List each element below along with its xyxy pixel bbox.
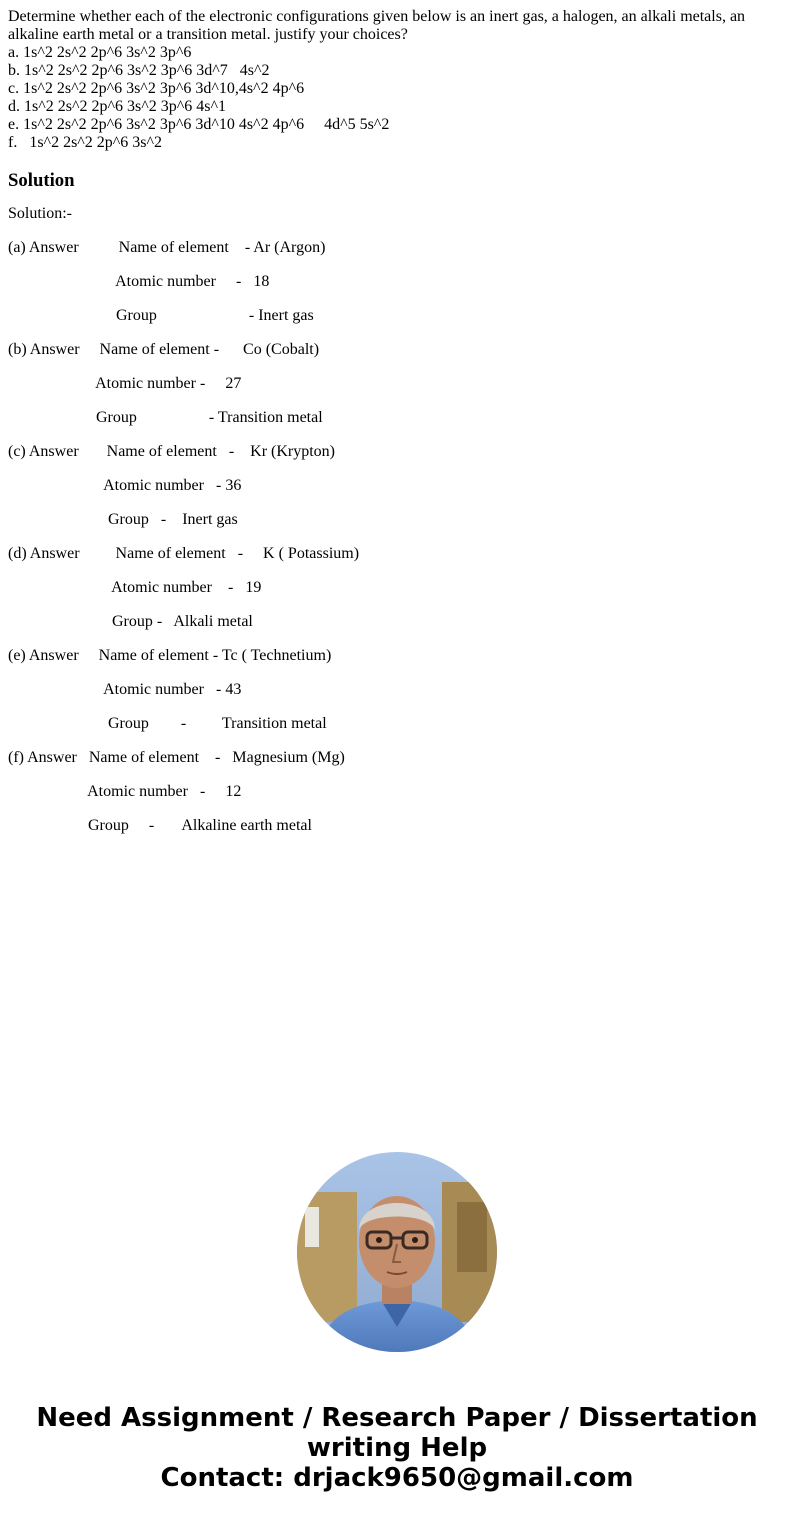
promo-text bbox=[0, 1403, 794, 1493]
solution-line: Group - Transition metal bbox=[8, 409, 323, 426]
solution-line: Group - Alkaline earth metal bbox=[8, 817, 312, 834]
document-content bbox=[8, 8, 786, 851]
question-block bbox=[8, 8, 786, 152]
solution-line: Atomic number - 43 bbox=[8, 681, 242, 698]
question-item-d: d. 1s^2 2s^2 2p^6 3s^2 3p^6 4s^1 bbox=[8, 98, 226, 115]
solution-line: (d) Answer Name of element - K ( Potassium) bbox=[8, 545, 360, 562]
promo-line-1: Need Assignment / Research Paper / Dissertation bbox=[36, 1403, 758, 1433]
solution-body bbox=[8, 205, 786, 835]
solution-line: Atomic number - 19 bbox=[8, 579, 262, 596]
question-item-b: b. 1s^2 2s^2 2p^6 3s^2 3p^6 3d^7 4s^2 bbox=[8, 62, 270, 79]
solution-line: Group - Alkali metal bbox=[8, 613, 253, 630]
question-intro: Determine whether each of the electronic configurations given below is an inert gas, a halogen, an alkali metals, an alkaline earth metal or a transition metal. justify your choices? bbox=[8, 8, 750, 43]
solution-line: Atomic number - 12 bbox=[8, 783, 242, 800]
solution-line: Group - Inert gas bbox=[8, 307, 314, 324]
solution-line: (f) Answer Name of element - Magnesium (Mg) bbox=[8, 749, 345, 766]
tutor-portrait-icon bbox=[297, 1152, 497, 1352]
solution-line: Atomic number - 36 bbox=[8, 477, 242, 494]
question-item-e: e. 1s^2 2s^2 2p^6 3s^2 3p^6 3d^10 4s^2 4p^6 4d^5 5s^2 bbox=[8, 116, 390, 133]
solution-line: Solution:- bbox=[8, 205, 73, 222]
solution-heading: Solution bbox=[8, 170, 75, 191]
question-item-a: a. 1s^2 2s^2 2p^6 3s^2 3p^6 bbox=[8, 44, 192, 61]
solution-line: (e) Answer Name of element - Tc ( Technetium) bbox=[8, 647, 332, 664]
solution-line: Group - Transition metal bbox=[8, 715, 327, 732]
promo-contact-email: Contact: drjack9650@gmail.com bbox=[160, 1463, 634, 1493]
promo-line-2: writing Help bbox=[306, 1433, 488, 1463]
question-item-f: f. 1s^2 2s^2 2p^6 3s^2 bbox=[8, 134, 163, 151]
solution-line: (c) Answer Name of element - Kr (Krypton) bbox=[8, 443, 336, 460]
solution-line: Group - Inert gas bbox=[8, 511, 238, 528]
solution-line: (a) Answer Name of element - Ar (Argon) bbox=[8, 239, 326, 256]
question-item-c: c. 1s^2 2s^2 2p^6 3s^2 3p^6 3d^10,4s^2 4p^6 bbox=[8, 80, 305, 97]
promo-footer bbox=[0, 1152, 794, 1493]
solution-line: (b) Answer Name of element - Co (Cobalt) bbox=[8, 341, 320, 358]
tutor-avatar bbox=[297, 1152, 497, 1352]
solution-line: Atomic number - 18 bbox=[8, 273, 270, 290]
solution-line: Atomic number - 27 bbox=[8, 375, 242, 392]
